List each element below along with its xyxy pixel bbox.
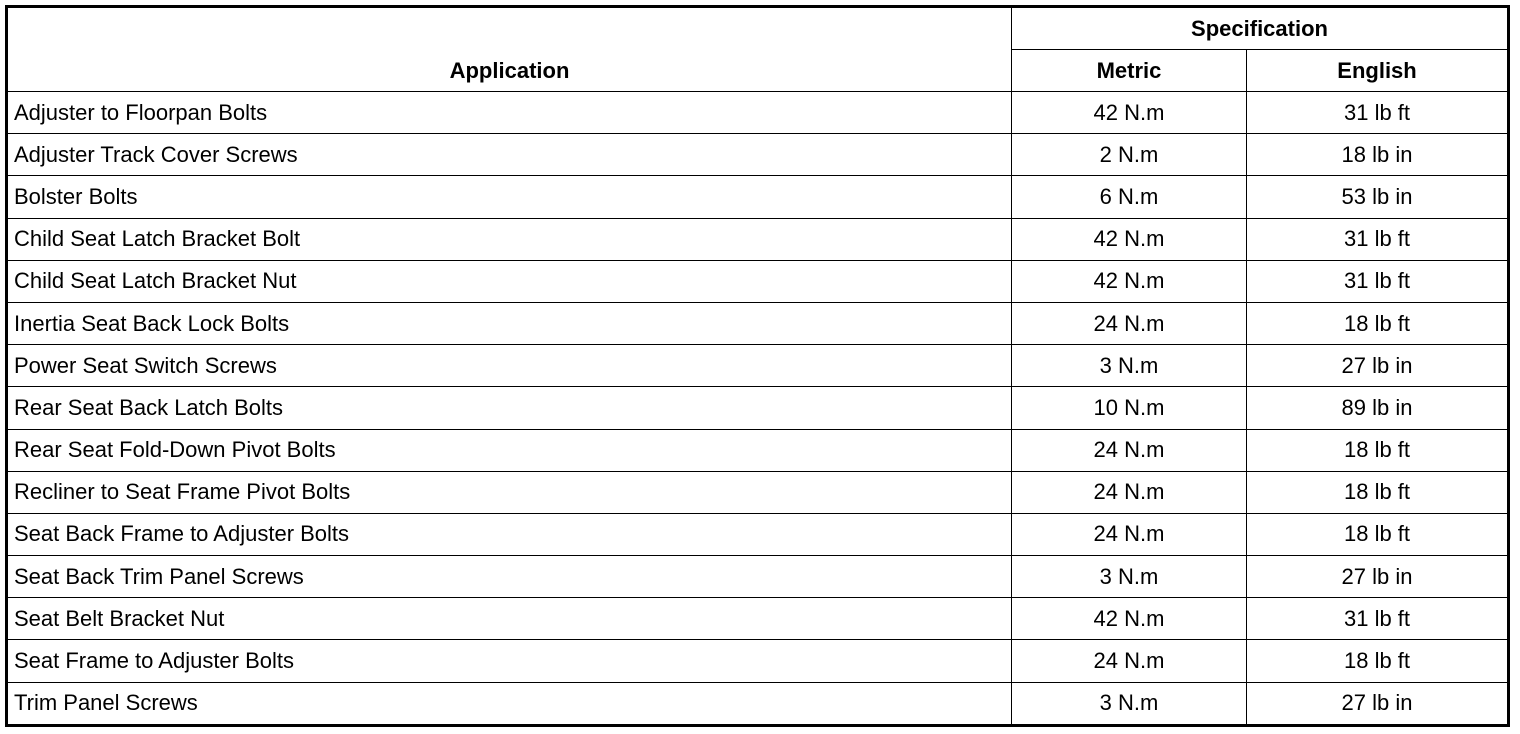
english-cell: 27 lb in (1247, 682, 1509, 725)
english-cell: 31 lb ft (1247, 260, 1509, 302)
metric-cell: 42 N.m (1012, 260, 1247, 302)
application-cell: Rear Seat Fold-Down Pivot Bolts (7, 429, 1012, 471)
application-cell: Seat Back Frame to Adjuster Bolts (7, 513, 1012, 555)
application-cell: Inertia Seat Back Lock Bolts (7, 302, 1012, 344)
english-cell: 27 lb in (1247, 345, 1509, 387)
english-cell: 18 lb ft (1247, 302, 1509, 344)
application-cell: Recliner to Seat Frame Pivot Bolts (7, 471, 1012, 513)
metric-cell: 24 N.m (1012, 302, 1247, 344)
english-cell: 18 lb ft (1247, 429, 1509, 471)
application-cell: Child Seat Latch Bracket Nut (7, 260, 1012, 302)
metric-cell: 3 N.m (1012, 556, 1247, 598)
application-cell: Seat Belt Bracket Nut (7, 598, 1012, 640)
application-cell: Adjuster to Floorpan Bolts (7, 92, 1012, 134)
table-row (7, 682, 1509, 725)
column-header-specification: Specification (1012, 7, 1509, 50)
english-cell: 53 lb in (1247, 176, 1509, 218)
column-header-application: Application (7, 7, 1012, 92)
column-header-metric: Metric (1012, 50, 1247, 92)
metric-cell: 24 N.m (1012, 471, 1247, 513)
application-cell: Adjuster Track Cover Screws (7, 134, 1012, 176)
english-cell: 18 lb ft (1247, 513, 1509, 555)
table-row (7, 598, 1509, 640)
table-row (7, 345, 1509, 387)
metric-cell: 24 N.m (1012, 513, 1247, 555)
application-cell: Trim Panel Screws (7, 682, 1012, 725)
application-cell: Child Seat Latch Bracket Bolt (7, 218, 1012, 260)
metric-cell: 42 N.m (1012, 218, 1247, 260)
table-row (7, 176, 1509, 218)
table-row (7, 218, 1509, 260)
table-row (7, 640, 1509, 682)
english-cell: 89 lb in (1247, 387, 1509, 429)
application-cell: Seat Frame to Adjuster Bolts (7, 640, 1012, 682)
metric-cell: 3 N.m (1012, 682, 1247, 725)
metric-cell: 24 N.m (1012, 640, 1247, 682)
metric-cell: 3 N.m (1012, 345, 1247, 387)
table-row (7, 556, 1509, 598)
table-header (7, 7, 1509, 92)
english-cell: 18 lb ft (1247, 640, 1509, 682)
table-row (7, 471, 1509, 513)
metric-cell: 10 N.m (1012, 387, 1247, 429)
table-row (7, 429, 1509, 471)
fastener-specification-table (5, 5, 1510, 727)
english-cell: 27 lb in (1247, 556, 1509, 598)
metric-cell: 24 N.m (1012, 429, 1247, 471)
application-cell: Power Seat Switch Screws (7, 345, 1012, 387)
table-row (7, 387, 1509, 429)
table-row (7, 260, 1509, 302)
metric-cell: 2 N.m (1012, 134, 1247, 176)
header-row-top (7, 7, 1509, 50)
table-row (7, 134, 1509, 176)
metric-cell: 6 N.m (1012, 176, 1247, 218)
table-body (7, 92, 1509, 726)
table-row (7, 513, 1509, 555)
english-cell: 31 lb ft (1247, 598, 1509, 640)
column-header-english: English (1247, 50, 1509, 92)
application-cell: Rear Seat Back Latch Bolts (7, 387, 1012, 429)
metric-cell: 42 N.m (1012, 598, 1247, 640)
metric-cell: 42 N.m (1012, 92, 1247, 134)
table-row (7, 302, 1509, 344)
english-cell: 31 lb ft (1247, 218, 1509, 260)
english-cell: 18 lb in (1247, 134, 1509, 176)
english-cell: 18 lb ft (1247, 471, 1509, 513)
application-cell: Bolster Bolts (7, 176, 1012, 218)
application-cell: Seat Back Trim Panel Screws (7, 556, 1012, 598)
english-cell: 31 lb ft (1247, 92, 1509, 134)
table-row (7, 92, 1509, 134)
